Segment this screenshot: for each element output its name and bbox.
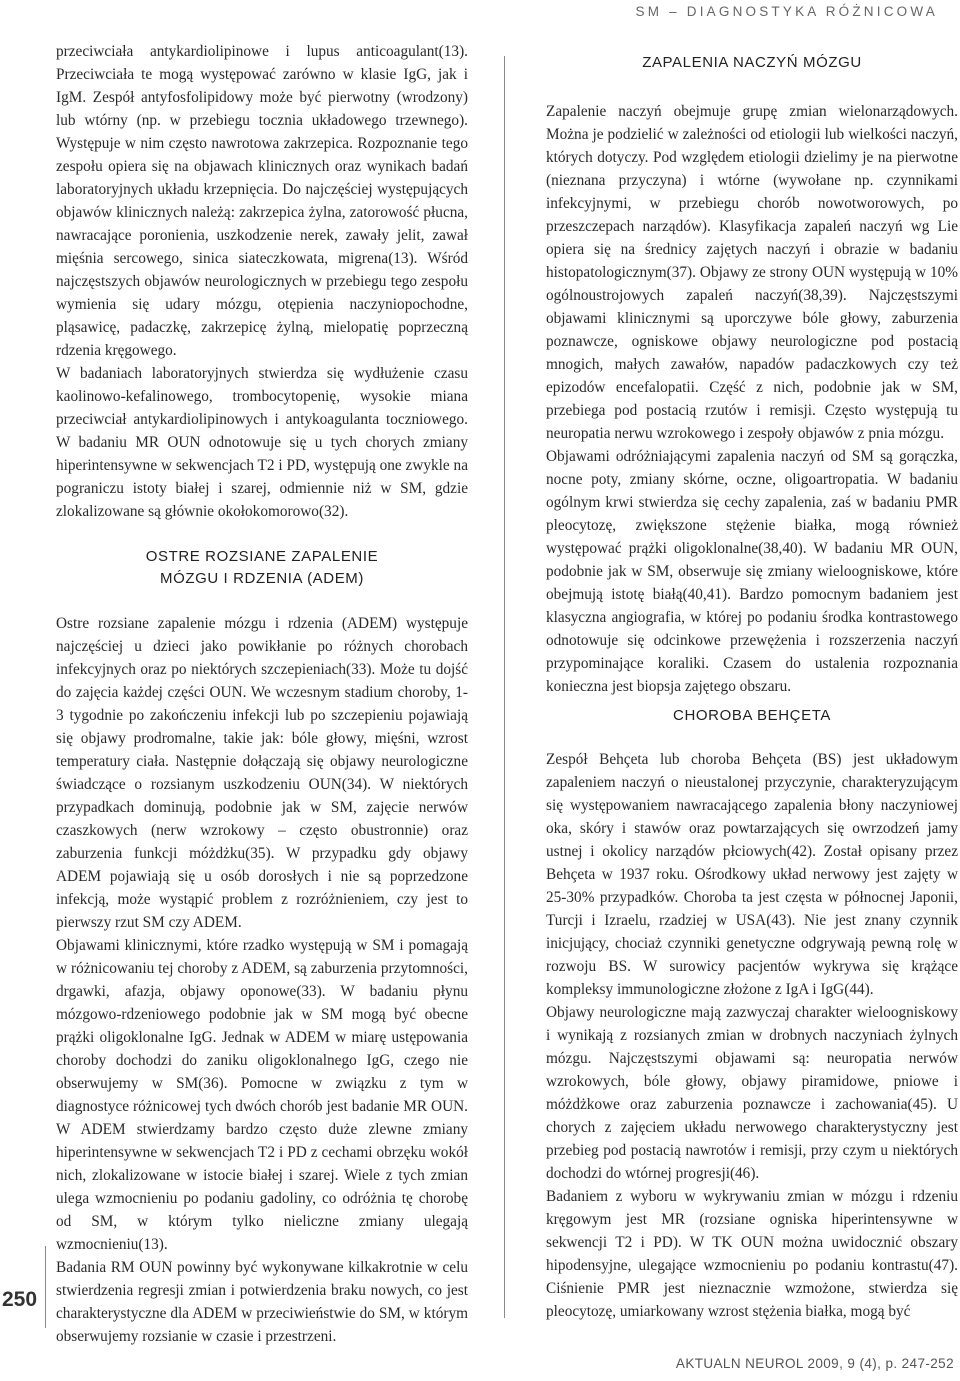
footer-citation: AKTUALN NEUROL 2009, 9 (4), p. 247-252 — [675, 1356, 954, 1371]
paragraph: Objawy neurologiczne mają zazwyczaj charakter wieloogniskowy i wynikają z rozsianych zmian w drobnych naczyniach żylnych mózgu. Najczęstszymi objawami są: neuropatia nerwów wzrokowych, bóle głowy, objawy piramidowe, pniowe i móżdżkowe oraz zaburzenia poznawcze i zachowania(45). U chorych z zajęciem układu nerwowego charakterystyczny jest przebieg pod postacią nawrotów i remisji, przy czym u niektórych dochodzi do wtórnej progresji(46). — [546, 1004, 958, 1182]
paragraph: Zapalenie naczyń obejmuje grupę zmian wielonarządowych. Można je podzielić w zależności od etiologii lub wielkości naczyń, których dotyczy. Pod względem etiologii dzielimy je na pierwotne (nieznana przyczyna) i wtórne (wywołane np. czynnikami infekcyjnymi, w przebiegu chorób nowotworowych, po przeszczepach narządów). Klasyfikacja zapaleń naczyń wg Lie opiera się na średnicy zajętych naczyń i obrazie w badaniu histopatologicznym(37). Objawy ze strony OUN występują w 10% ogólnoustrojowych zapaleń naczyń(38,39). Najczęstszymi objawami klinicznymi są uporczywe bóle głowy, zaburzenia poznawcze, ogniskowe objawy neurologiczne pod postacią mnogich, małych zawałów, napadów padaczkowych czy też epizodów encefalopatii. Część z nich, podobnie jak w SM, przebiega pod postacią rzutów i remisji. Często występują tu neuropatia nerwu wzrokowego i zespoły objawów z pnia mózgu. — [546, 103, 958, 442]
right-column-behcet — [546, 748, 958, 1323]
paragraph: Zespół Behçeta lub choroba Behçeta (BS) jest układowym zapaleniem naczyń o nieustalonej przyczynie, charakteryzującym się występowaniem nawracającego zapalenia błony naczyniowej oka, skóry i stawów oraz powtarzających się owrzodzeń jamy ustnej i okolicy narządów płciowych(42). Został opisany przez Behçeta w 1937 roku. Ośrodkowy układ nerwowy jest zajęty w 25-30% przypadków. Choroba ta jest częsta w północnej Japonii, Turcji i Izraelu, rzadziej w USA(43). Nie jest znany czynnik inicjujący, chociaż czynniki genetyczne odgrywają pewną rolę w rozwoju BS. W surowicy pacjentów wykrywa się krążące kompleksy immunologiczne złożone z IgA i IgG(44). — [546, 751, 958, 998]
paragraph: przeciwciała antykardiolipinowe i lupus anticoagulant(13). Przeciwciała te mogą występować zarówno w klasie IgG, jak i IgM. Zespół antyfosfolipidowy może być pierwotny (wrodzony) lub wtórny (np. w przebiegu tocznia układowego trzewnego). Występuje w nim często nawrotowa zakrzepica. Rozpoznanie tego zespołu opiera się na objawach klinicznych oraz wynikach badań laboratoryjnych układu krzepnięcia. Do najczęściej występujących objawów klinicznych należą: zakrzepica żylna, zatorowość płucna, nawracające poronienia, uszkodzenie nerek, zawały jelit, zawał mięśnia sercowego, sinica siateczkowata, migrena(13). Wśród najczęstszych objawów neurologicznych w przebiegu tego zespołu wymienia się udary mózgu, otępienia naczyniopochodne, pląsawicę, padaczkę, zakrzepicę żylną, mielopatię poprzeczną rdzenia kręgowego. — [56, 43, 468, 359]
paragraph: Objawami klinicznymi, które rzadko występują w SM i pomagają w różnicowaniu tej choroby z ADEM, są zaburzenia przytomności, drgawki, afazja, objawy oponowe(33). W badaniu płynu mózgowo-rdzeniowego podobnie jak w SM mogą być obecne prążki oligoklonalne IgG. Jednak w ADEM w miarę ustępowania choroby dochodzi do zaniku oligoklonalnego IgG, czego nie obserwujemy w SM(36). Pomocne w związku z tym w diagnostyce różnicowej tych dwóch chorób jest badanie MR OUN. W ADEM stwierdzamy bardzo często duże zlewne zmiany hiperintensywne w sekwencjach T2 i PD z cechami obrzęku wokół nich, zlokalizowane w istocie białej i szarej. Wiele z tych zmian ulega wzmocnieniu po podaniu gadoliny, co odróżnia tę chorobę od SM, w którym tylko nieliczne zmiany ulegają wzmocnieniu(13). — [56, 937, 468, 1253]
adem-heading-line1: OSTRE ROZSIANE ZAPALENIE — [145, 548, 379, 565]
right-column-vasculitis — [546, 100, 958, 698]
paragraph: W badaniach laboratoryjnych stwierdza się wydłużenie czasu kaolinowo-kefalinowego, trombocytopenię, wysokie miana przeciwciał antykardiolipinowych i antykoagulanta toczniowego. W badaniu MR OUN odnotowuje się u tych chorych zmiany hiperintensywne w sekwencjach T2 i PD, występują one zwykle na pograniczu istoty białej i szarej, odmiennie niż w SM, gdzie zlokalizowane są głównie okołokomorowo(32). — [56, 365, 468, 520]
paragraph: Badania RM OUN powinny być wykonywane kilkakrotnie w celu stwierdzenia regresji zmian i potwierdzenia braku nowych, co jest charakterystyczne dla ADEM w przeciwieństwie do SM, w którym obserwujemy rozsianie w czasie i przestrzeni. — [56, 1259, 468, 1345]
paragraph: Badaniem z wyboru w wykrywaniu zmian w mózgu i rdzeniu kręgowym jest MR (rozsiane ogniska hiperintensywne w sekwencji T2 i PD). W TK OUN można uwidocznić obszary hipodensyjne, ulegające wzmocnieniu po podaniu kontrastu(47). Ciśnienie PMR jest nieznacznie wzmożone, stwierdza się pleocytozę, umiarkowany wzrost stężenia białka, mogą być — [546, 1188, 958, 1320]
adem-heading-line2: MÓZGU I RDZENIA (ADEM) — [159, 570, 365, 587]
left-column-intro — [56, 40, 468, 523]
paragraph: Ostre rozsiane zapalenie mózgu i rdzenia (ADEM) występuje najczęściej u dzieci jako powikłanie po różnych chorobach infekcyjnych oraz po niektórych szczepieniach(33). Może tu dojść do zajęcia każdej części OUN. We wczesnym stadium choroby, 1-3 tygodnie po zakończeniu infekcji lub po szczepieniu pojawiają się objawy prodromalne, takie jak: bóle głowy, mięśni, wzrost temperatury ciała. Następnie dołączają się objawy neurologiczne świadczące o rozsianym uszkodzeniu OUN(34). W niektórych przypadkach dominują, podobnie jak w SM, zajęcie nerwów czaszkowych (nerw wzrokowy – często obustronnie) oraz zaburzenia funkcji móżdżku(35). W przypadku gdy objawy ADEM pojawiają się u osób dorosłych i nie są poprzedzone infekcją, może wystąpić problem z rozróżnieniem, czy jest to pierwszy rzut SM czy ADEM. — [56, 615, 468, 931]
running-header: SM – DIAGNOSTYKA RÓŻNICOWA — [635, 4, 938, 19]
adem-heading — [56, 546, 468, 590]
left-column-adem — [56, 612, 468, 1348]
behcet-heading: CHOROBA BEHÇETA — [673, 707, 831, 724]
paragraph: Objawami odróżniającymi zapalenia naczyń od SM są gorączka, nocne poty, zmiany skórne, oczne, oligoartropatia. W badaniu ogólnym krwi stwierdza się cechy zapalenia, zaś w badaniu PMR pleocytozę, zwiększone stężenie białka, mogą również występować prążki oligoklonalne(38,40). W badaniu MR OUN, podobnie jak w SM, obserwuje się zmiany wieloogniskowe, które obejmują istotę białą(40,41). Bardzo pomocnym badaniem jest klasyczna angiografia, w której po podaniu środka kontrastowego odnotowuje się odcinkowe przewężenia i rozszerzenia naczyń przypominające koraliki. Czasem do ustalenia rozpoznania konieczna jest biopsja zajętego obszaru. — [546, 448, 958, 695]
column-divider — [504, 56, 505, 1318]
vasculitis-heading: ZAPALENIA NACZYŃ MÓZGU — [642, 54, 862, 71]
page-number-rule — [45, 1246, 46, 1328]
page-number: 250 — [2, 1288, 38, 1311]
